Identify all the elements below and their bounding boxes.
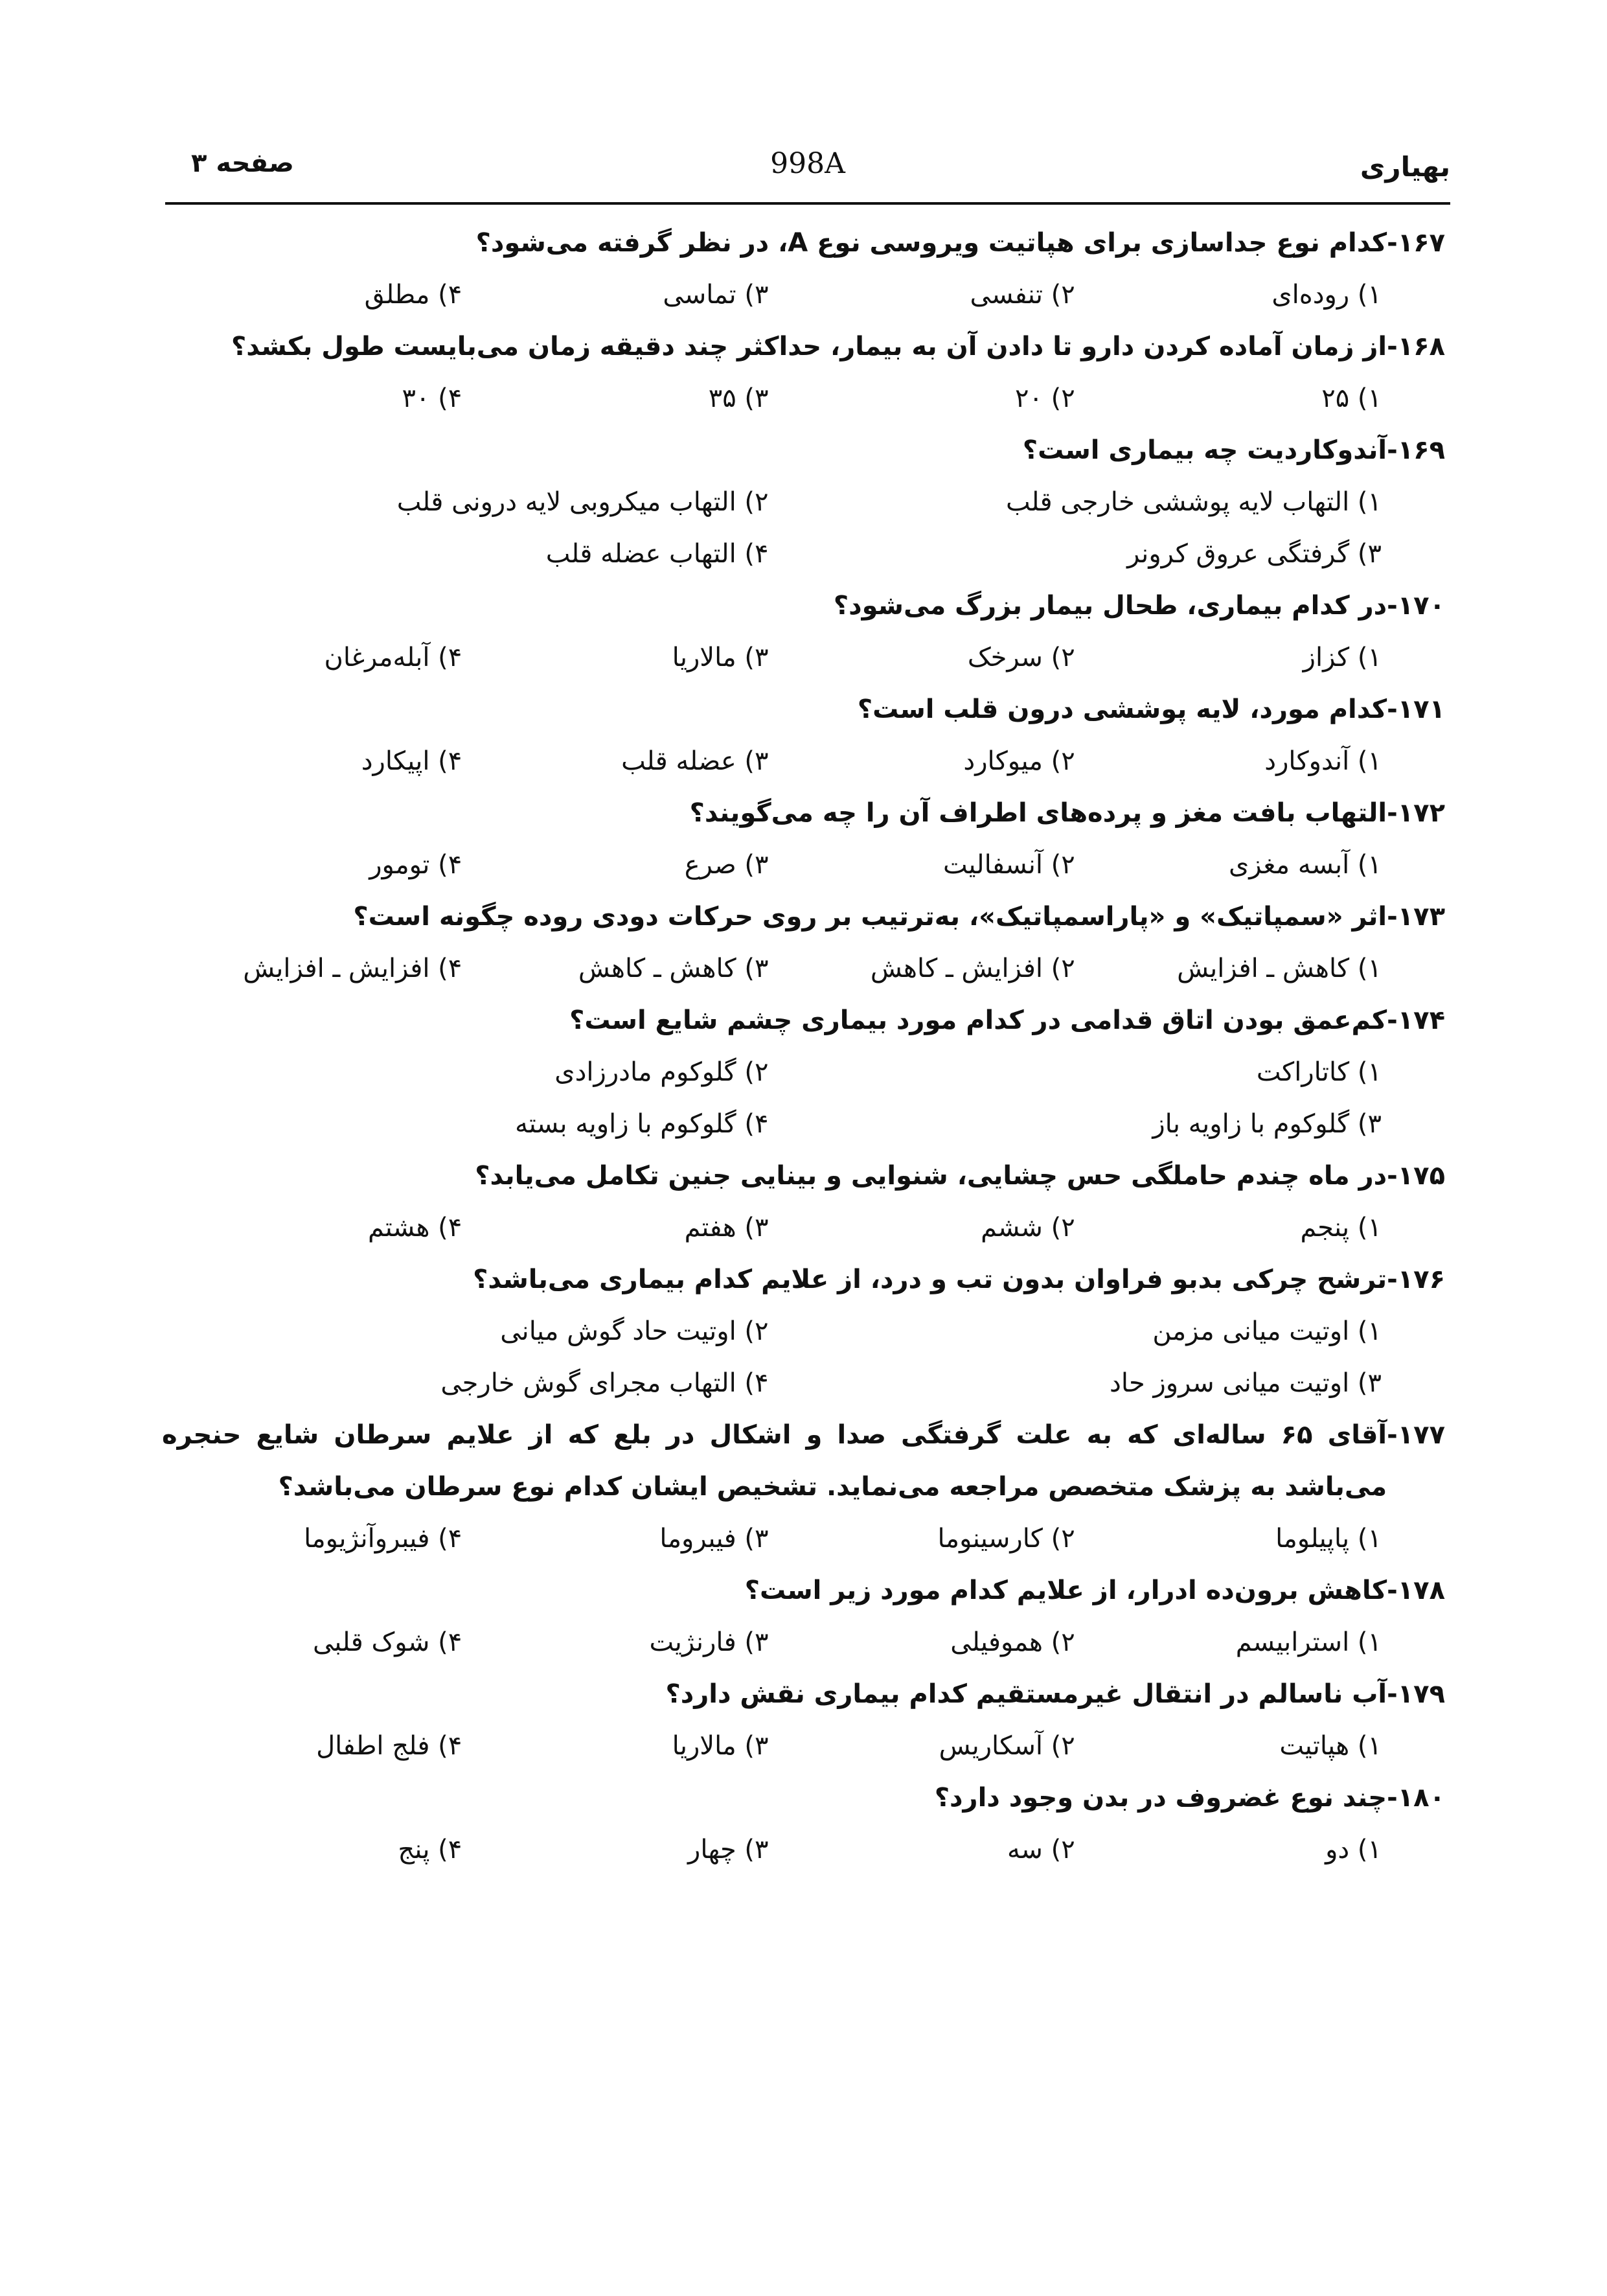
question-number: ۱۷۱- bbox=[1387, 695, 1445, 724]
page-number: صفحه ۳ bbox=[191, 148, 294, 178]
question-text: آب ناسالم در انتقال غیرمستقیم کدام بیماری نقش دارد؟ bbox=[665, 1679, 1387, 1709]
question-number: ۱۷۷- bbox=[1387, 1420, 1445, 1450]
option-1: ۱) هپاتیت bbox=[1279, 1731, 1382, 1761]
header-divider bbox=[165, 202, 1450, 205]
option-4: ۴) مطلق bbox=[364, 280, 462, 310]
option-1: ۱) آندوکارد bbox=[1264, 746, 1382, 776]
option-3: ۳) کاهش ـ کاهش bbox=[578, 954, 769, 983]
question-text: ترشح چرکی بدبو فراوان بدون تب و درد، از علایم کدام بیماری می‌باشد؟ bbox=[473, 1265, 1387, 1294]
option-2: ۲) تنفسی bbox=[970, 280, 1075, 310]
question-list bbox=[162, 217, 1445, 1876]
option-4: ۴) التهاب عضله قلب bbox=[545, 539, 769, 569]
option-1: ۱) استرابیسم bbox=[1235, 1627, 1382, 1657]
option-3: ۳) گرفتگی عروق کرونر bbox=[1127, 539, 1382, 569]
question-number: ۱۷۰- bbox=[1387, 591, 1445, 621]
option-4: ۴) فیبروآنژیوما bbox=[304, 1524, 462, 1554]
option-1: ۱) ۲۵ bbox=[1321, 384, 1382, 413]
option-1: ۱) پاپیلوما bbox=[1275, 1524, 1382, 1554]
option-4: ۴) اپیکارد bbox=[361, 746, 462, 776]
question-text: در ماه چندم حاملگی حس چشایی، شنوایی و بینایی جنین تکامل می‌یابد؟ bbox=[475, 1161, 1387, 1191]
question-text: کاهش برون‌ده ادرار، از علایم کدام مورد زیر است؟ bbox=[744, 1576, 1387, 1605]
question-text: در کدام بیماری، طحال بیمار بزرگ می‌شود؟ bbox=[833, 591, 1387, 621]
question-168 bbox=[162, 321, 1445, 424]
booklet-code: 998A bbox=[770, 147, 845, 180]
option-3: ۳) مالاریا bbox=[672, 1731, 769, 1761]
option-2: ۲) میوکارد bbox=[963, 746, 1075, 776]
option-3: ۳) عضله قلب bbox=[621, 746, 769, 776]
question-text: کدام مورد، لایه پوششی درون قلب است؟ bbox=[857, 695, 1387, 724]
question-number: ۱۸۰- bbox=[1387, 1783, 1445, 1813]
question-169 bbox=[162, 424, 1445, 580]
option-2: ۲) افزایش ـ کاهش bbox=[870, 954, 1075, 983]
question-172 bbox=[162, 787, 1445, 891]
question-number: ۱۷۹- bbox=[1387, 1679, 1445, 1709]
page-header bbox=[165, 133, 1450, 204]
option-2: ۲) آنسفالیت bbox=[943, 850, 1075, 880]
question-179 bbox=[162, 1668, 1445, 1772]
question-number: ۱۷۳- bbox=[1387, 902, 1445, 932]
option-2: ۲) ششم bbox=[981, 1213, 1075, 1243]
option-2: ۲) کارسینوما bbox=[937, 1524, 1075, 1554]
option-2: ۲) التهاب میکروبی لایه درونی قلب bbox=[396, 487, 769, 517]
option-3: ۳) اوتیت میانی سروز حاد bbox=[1110, 1368, 1382, 1398]
option-2: ۲) ۲۰ bbox=[1014, 384, 1075, 413]
option-1: ۱) روده‌ای bbox=[1271, 280, 1382, 310]
option-2: ۲) اوتیت حاد گوش میانی bbox=[500, 1316, 769, 1346]
subject-title: بهیاری bbox=[1360, 151, 1450, 183]
question-167 bbox=[162, 217, 1445, 321]
question-text: چند نوع غضروف در بدن وجود دارد؟ bbox=[934, 1783, 1387, 1813]
option-1: ۱) اوتیت میانی مزمن bbox=[1152, 1316, 1382, 1346]
question-text: اثر «سمپاتیک» و «پاراسمپاتیک»، به‌ترتیب بر روی حرکات دودی روده چگونه است؟ bbox=[353, 902, 1387, 932]
option-4: ۴) التهاب مجرای گوش خارجی bbox=[440, 1368, 769, 1398]
question-text: التهاب بافت مغز و پرده‌های اطراف آن را چه می‌گویند؟ bbox=[689, 798, 1387, 828]
option-1: ۱) کاهش ـ افزایش bbox=[1177, 954, 1382, 983]
question-170 bbox=[162, 580, 1445, 683]
question-175 bbox=[162, 1150, 1445, 1254]
question-178 bbox=[162, 1565, 1445, 1668]
option-4: ۴) فلج اطفال bbox=[316, 1731, 462, 1761]
option-1: ۱) دو bbox=[1325, 1835, 1382, 1865]
question-number: ۱۶۸- bbox=[1387, 332, 1445, 362]
question-173 bbox=[162, 891, 1445, 994]
option-1: ۱) کاتاراکت bbox=[1256, 1057, 1382, 1087]
option-2: ۲) سه bbox=[1007, 1835, 1075, 1865]
option-2: ۲) آسکاریس bbox=[939, 1731, 1075, 1761]
option-4: ۴) پنج bbox=[398, 1835, 462, 1865]
question-number: ۱۷۲- bbox=[1387, 798, 1445, 828]
option-3: ۳) چهار bbox=[688, 1835, 769, 1865]
option-3: ۳) فارنژیت bbox=[649, 1627, 769, 1657]
option-3: ۳) ۳۵ bbox=[708, 384, 769, 413]
option-3: ۳) صرع bbox=[684, 850, 769, 880]
question-number: ۱۷۸- bbox=[1387, 1576, 1445, 1605]
question-177 bbox=[162, 1409, 1445, 1565]
option-3: ۳) مالاریا bbox=[672, 643, 769, 672]
option-4: ۴) تومور bbox=[369, 850, 462, 880]
option-1: ۱) کزاز bbox=[1303, 643, 1382, 672]
option-4: ۴) آبله‌مرغان bbox=[324, 643, 462, 672]
question-number: ۱۷۶- bbox=[1387, 1265, 1445, 1294]
question-text: از زمان آماده کردن دارو تا دادن آن به بیمار، حداکثر چند دقیقه زمان می‌بایست طول بکشد؟ bbox=[231, 332, 1387, 362]
option-3: ۳) گلوکوم با زاویه باز bbox=[1152, 1109, 1382, 1139]
option-3: ۳) هفتم bbox=[684, 1213, 769, 1243]
question-number: ۱۷۵- bbox=[1387, 1161, 1445, 1191]
option-4: ۴) هشتم bbox=[367, 1213, 462, 1243]
question-171 bbox=[162, 683, 1445, 787]
option-4: ۴) افزایش ـ افزایش bbox=[243, 954, 462, 983]
option-4: ۴) گلوکوم با زاویه بسته bbox=[515, 1109, 769, 1139]
question-number: ۱۶۹- bbox=[1387, 435, 1445, 465]
option-1: ۱) التهاب لایه پوششی خارجی قلب bbox=[1006, 487, 1382, 517]
question-180 bbox=[162, 1772, 1445, 1876]
option-3: ۳) فیبروما bbox=[659, 1524, 769, 1554]
option-2: ۲) سرخک bbox=[967, 643, 1075, 672]
question-text: کم‌عمق بودن اتاق قدامی در کدام مورد بیماری چشم شایع است؟ bbox=[569, 1005, 1387, 1035]
option-3: ۳) تماسی bbox=[663, 280, 769, 310]
option-1: ۱) پنجم bbox=[1300, 1213, 1382, 1243]
option-4: ۴) ۳۰ bbox=[402, 384, 462, 413]
option-4: ۴) شوک قلبی bbox=[312, 1627, 462, 1657]
question-174 bbox=[162, 994, 1445, 1150]
option-1: ۱) آبسه مغزی bbox=[1229, 850, 1382, 880]
question-text: آندوکاردیت چه بیماری است؟ bbox=[1022, 435, 1387, 465]
question-text: کدام نوع جداسازی برای هپاتیت ویروسی نوع A، در نظر گرفته می‌شود؟ bbox=[475, 228, 1387, 258]
question-text: آقای ۶۵ ساله‌ای که به علت گرفتگی صدا و اشکال در بلع که از علایم سرطان شایع حنجره می‌باشد به پزشک متخصص مراجعه می‌نماید. تشخیص ایشان کدام نوع سرطان می‌باشد؟ bbox=[162, 1420, 1387, 1502]
option-2: ۲) گلوکوم مادرزادی bbox=[554, 1057, 769, 1087]
question-number: ۱۶۷- bbox=[1387, 228, 1445, 258]
question-176 bbox=[162, 1254, 1445, 1409]
option-2: ۲) هموفیلی bbox=[950, 1627, 1075, 1657]
question-number: ۱۷۴- bbox=[1387, 1005, 1445, 1035]
